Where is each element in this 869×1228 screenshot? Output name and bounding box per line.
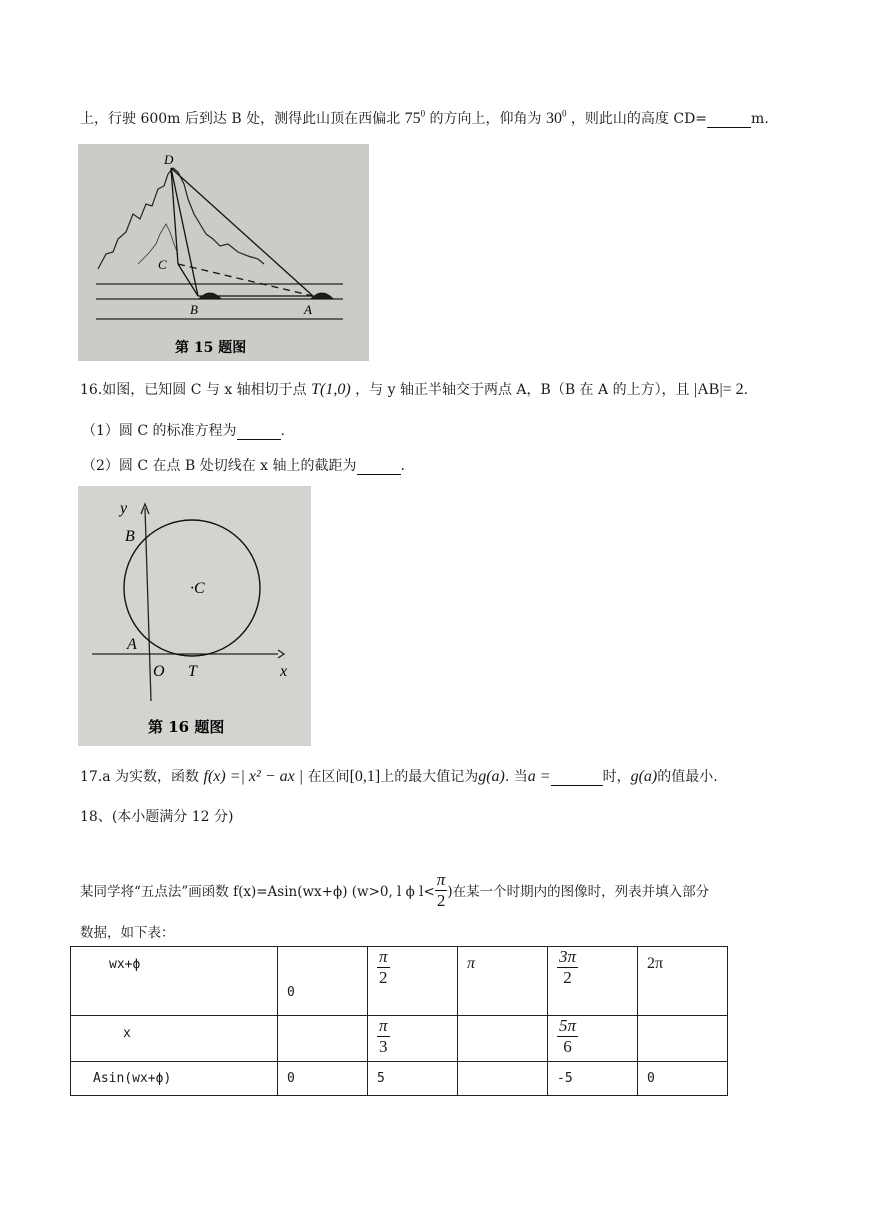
q18-intro-2 xyxy=(80,921,175,941)
q16-sub1-end: . xyxy=(280,423,285,439)
q17-interval: [0,1] xyxy=(349,768,381,785)
label-C: C xyxy=(158,257,167,272)
q16-point-T: T(1,0) xyxy=(311,381,351,398)
q17-g-a: g(a) xyxy=(478,768,505,785)
q17-text-f: 的值最小. xyxy=(657,769,718,785)
q17-text-e: 时， xyxy=(602,769,631,785)
label-D: D xyxy=(164,152,174,167)
q18-pi-over-2: $\frac{\pi}{2}$ xyxy=(436,870,446,910)
q17-text-d: . 当 xyxy=(504,769,528,785)
q15-angle2: $30^0$ xyxy=(545,108,567,127)
cell-phase-2: $\frac{\pi}{2}$ xyxy=(368,947,458,1016)
q17-answer-blank[interactable] xyxy=(551,769,603,786)
table-row-value xyxy=(71,1062,728,1096)
cell-phase-1: 0 xyxy=(278,947,368,1016)
cell-phase-3: π xyxy=(458,947,548,1016)
cell-phase-head: wx+ϕ xyxy=(71,947,278,1016)
q15-caption: 第 15 题图 xyxy=(175,340,247,356)
table-row-x xyxy=(71,1016,728,1062)
cell-x-5[interactable] xyxy=(638,1016,728,1062)
q16-stem-a: 16.如图，已知圆 C 与 x 轴相切于点 xyxy=(80,382,307,398)
q15-figure xyxy=(78,144,369,361)
cell-value-head: Asin(wx+ϕ) xyxy=(71,1062,278,1096)
cell-phase-4: $\frac{3\pi}{2}$ xyxy=(548,947,638,1016)
q16-sub1 xyxy=(82,420,285,440)
q16-sub2 xyxy=(82,455,405,475)
label-y: y xyxy=(120,500,128,517)
cell-x-head: x xyxy=(71,1016,278,1062)
cell-x-1[interactable] xyxy=(278,1016,368,1062)
q17-text-b: 在区间 xyxy=(307,769,350,785)
label-A: A xyxy=(304,302,312,317)
label-B: B xyxy=(190,302,198,317)
cell-x-4: $\frac{5\pi}{6}$ xyxy=(548,1016,638,1062)
q18-intro-b: )在某一个时期内的图像时，列表并填入部分 xyxy=(447,884,710,901)
label-C: ·C xyxy=(190,580,205,597)
cell-value-3[interactable] xyxy=(458,1062,548,1096)
label-T: T xyxy=(188,663,197,680)
q15-distance: 600m xyxy=(140,111,181,127)
q17-a-equals: a = xyxy=(527,768,551,785)
q16-sub2-end: . xyxy=(400,458,405,474)
label-O: O xyxy=(153,663,165,680)
q18-header-text: 18、(本小题满分 12 分) xyxy=(80,809,234,825)
q16-caption: 第 16 题图 xyxy=(148,718,225,736)
label-x: x xyxy=(280,663,288,680)
q17-text xyxy=(80,766,718,786)
cell-value-1: 0 xyxy=(278,1062,368,1096)
cell-value-2: 5 xyxy=(368,1062,458,1096)
cell-x-2: $\frac{\pi}{3}$ xyxy=(368,1016,458,1062)
q15-text-d: ，则此山的高度 CD= xyxy=(570,111,708,127)
q17-text-a: 17.a 为实数，函数 xyxy=(80,769,200,785)
q15-figure-drawing xyxy=(78,144,369,361)
q18-intro-c: 数据，如下表： xyxy=(80,925,175,941)
q15-text-a: 上，行驶 xyxy=(80,111,136,127)
q16-stem-c: . xyxy=(743,382,749,398)
q16-sub1-blank[interactable] xyxy=(237,423,281,440)
cell-value-4: -5 xyxy=(548,1062,638,1096)
q16-figure-drawing xyxy=(78,486,311,746)
q16-stem xyxy=(80,379,748,399)
q16-ab-length: |AB|= 2 xyxy=(694,381,744,398)
q18-intro-a: 某同学将“五点法”画函数 f(x)=Asin(wx+ϕ) (w>0, l ϕ l< xyxy=(80,884,435,901)
label-B: B xyxy=(125,528,135,545)
q16-stem-b: ，与 y 轴正半轴交于两点 A，B（B 在 A 的上方），且 xyxy=(355,382,690,398)
label-A: A xyxy=(127,636,137,653)
q16-sub2-text: （2）圆 C 在点 B 处切线在 x 轴上的截距为 xyxy=(82,458,357,474)
five-point-table xyxy=(70,946,728,1096)
cell-x-3[interactable] xyxy=(458,1016,548,1062)
q15-answer-blank[interactable] xyxy=(707,111,751,128)
cell-phase-5: 2π xyxy=(638,947,728,1016)
q18-intro xyxy=(80,870,709,910)
q15-text-c: 的方向上，仰角为 xyxy=(429,111,542,127)
q17-g-a-2: g(a) xyxy=(630,768,658,785)
q15-unit: m. xyxy=(751,111,769,127)
q17-text-c: 上的最大值记为 xyxy=(380,769,479,785)
q16-sub1-text: （1）圆 C 的标准方程为 xyxy=(82,423,237,439)
q18-header xyxy=(80,806,233,826)
cell-value-5: 0 xyxy=(638,1062,728,1096)
table-row-phase xyxy=(71,947,728,1016)
q16-figure xyxy=(78,486,311,746)
q15-text xyxy=(80,108,769,128)
q16-sub2-blank[interactable] xyxy=(357,458,401,475)
q15-angle1: $75^0$ xyxy=(404,108,426,127)
q17-function: f(x) =| x² − ax | xyxy=(203,768,304,785)
q15-text-b: 后到达 B 处，测得此山顶在西偏北 xyxy=(184,111,401,127)
